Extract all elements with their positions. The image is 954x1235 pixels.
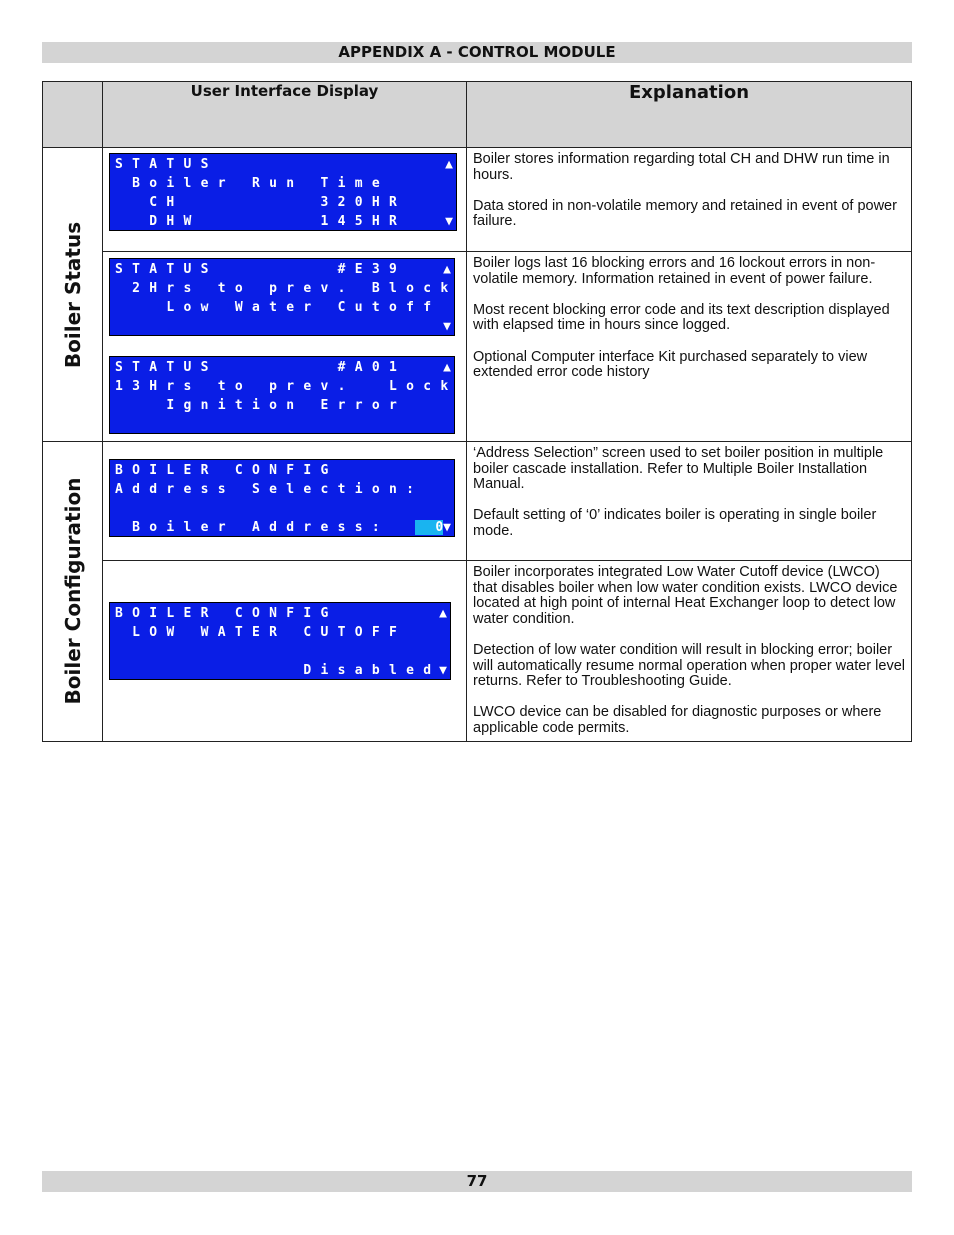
explanation-paragraph: Data stored in non-volatile memory and retained in event of power failure. (473, 197, 897, 230)
lcd-line (110, 317, 454, 336)
header-blank-cell (43, 82, 103, 148)
up-arrow-icon: ▲ (443, 360, 451, 375)
section-label-boiler-status: Boiler Status (60, 221, 85, 368)
lcd-line: Ignition Error (115, 398, 407, 413)
lcd-screen-lockout-error (109, 356, 458, 434)
down-arrow-icon: ▼ (445, 214, 453, 229)
lcd-line: Disabled ▼ (115, 663, 447, 678)
explanation-paragraph: LWCO device can be disabled for diagnostic purposes or where applicable code permits. (473, 704, 882, 736)
section-boiler-status (43, 148, 103, 442)
section-boiler-configuration (43, 442, 103, 742)
up-arrow-icon: ▲ (445, 157, 453, 172)
address-value-control[interactable] (415, 518, 451, 537)
lcd-line: Boiler Run Time (115, 176, 390, 191)
down-arrow-icon: ▼ (443, 319, 451, 334)
down-arrow-icon: ▼ (439, 663, 447, 678)
explanation-errors (467, 252, 912, 442)
explanation-address (467, 442, 912, 561)
lcd-line: Address Selection: (115, 482, 424, 497)
section-label-boiler-configuration: Boiler Configuration (60, 477, 85, 705)
lcd-line: LOW WATER CUTOFF (115, 625, 407, 640)
lcd-line (110, 499, 454, 518)
display-cell-lwco (103, 561, 467, 742)
page-number: 77 (42, 1171, 912, 1192)
appendix-header: APPENDIX A - CONTROL MODULE (42, 42, 912, 63)
explanation-paragraph: Most recent blocking error code and its text description displayed with elapsed time in hours since logged. (473, 301, 890, 334)
lcd-line: STATUS #A01 ▲ (115, 360, 451, 375)
up-arrow-icon: ▲ (439, 606, 447, 621)
explanation-paragraph: Default setting of ‘0’ indicates boiler is operating in single boiler mode. (473, 507, 877, 539)
explanation-paragraph: Boiler logs last 16 blocking errors and 16 lockout errors in non-volatile memory. Information retained in event of power failure. (473, 255, 876, 287)
lcd-line: STATUS ▲ (115, 157, 453, 172)
lcd-line: CH 320HR (115, 195, 407, 210)
lcd-line (110, 642, 450, 661)
lcd-line: STATUS #E39 ▲ (115, 262, 451, 277)
lcd-line: Low Water Cutoff (115, 300, 441, 315)
explanation-runtime (467, 148, 912, 252)
down-arrow-icon: ▼ (443, 520, 451, 535)
lcd-line: Boiler Address: 0▼ (115, 520, 451, 535)
lcd-screen-address-selection (109, 459, 455, 537)
column-header-ui-display: User Interface Display (103, 82, 467, 148)
lcd-line: 13Hrs to prev. Lock (115, 379, 458, 394)
display-cell-errors (103, 252, 467, 442)
explanation-paragraph: ‘Address Selection” screen used to set boiler position in multiple boiler cascade installation. Refer to Multiple Boiler Installation Manual. (473, 445, 884, 493)
explanation-lwco (467, 561, 912, 742)
address-value-highlight[interactable]: 0 (415, 520, 443, 535)
lcd-screen-runtime (109, 153, 457, 231)
display-cell-runtime (103, 148, 467, 252)
lcd-line: BOILER CONFIG ▲ (115, 606, 447, 621)
explanation-paragraph: Detection of low water condition will result in blocking error; boiler will automatically resume normal operation when proper water level returns. Refer to Troubleshooting Guide. (473, 641, 905, 690)
explanation-paragraph: Optional Computer interface Kit purchased separately to view extended error code history (473, 348, 868, 381)
explanation-paragraph: Boiler incorporates integrated Low Water Cutoff device (LWCO) that disables boiler when low water condition exists. LWCO device located at high point of internal Heat Exchanger loop to detect low water condition. (473, 564, 898, 627)
lcd-line: DHW 145HR ▼ (115, 214, 453, 229)
lcd-screen-blocking-error (109, 258, 458, 336)
display-cell-address (103, 442, 467, 561)
control-module-table (42, 81, 912, 742)
column-header-explanation: Explanation (467, 82, 912, 148)
lcd-line: BOILER CONFIG (115, 463, 338, 478)
explanation-paragraph: Boiler stores information regarding total CH and DHW run time in hours. (473, 151, 890, 183)
lcd-line: 2Hrs to prev. Block (115, 281, 458, 296)
up-arrow-icon: ▲ (443, 262, 451, 277)
lcd-screen-low-water-cutoff (109, 602, 451, 680)
